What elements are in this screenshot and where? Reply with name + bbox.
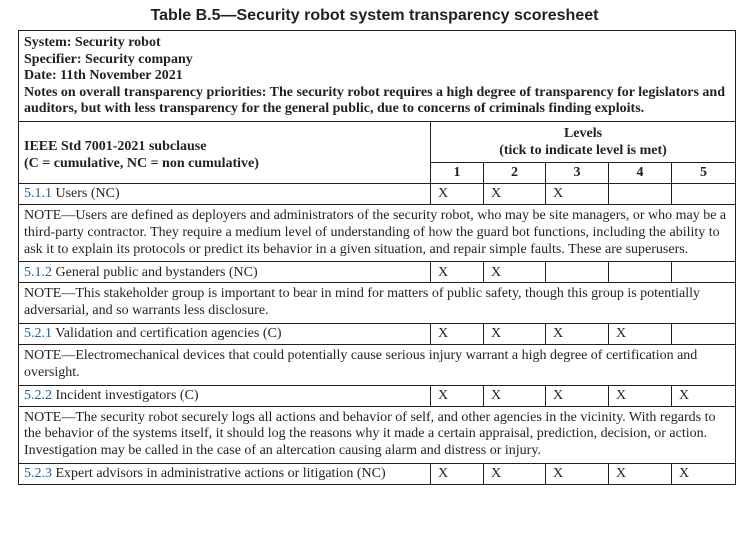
level-3-mark[interactable]: X (546, 385, 609, 406)
subclause-link[interactable]: 5.2.1 (24, 326, 52, 342)
note-row (19, 283, 736, 324)
level-4-mark[interactable] (609, 262, 672, 283)
subclause-row (19, 262, 736, 283)
note-row (19, 344, 736, 385)
level-2-mark[interactable]: X (484, 463, 546, 484)
subclause-cell (19, 385, 431, 406)
level-3-mark[interactable] (546, 262, 609, 283)
level-5-mark[interactable] (672, 323, 736, 344)
subclause-label: Expert advisors in administrative actions or litigation (NC) (52, 466, 386, 482)
level-4-mark[interactable] (609, 183, 672, 204)
clause-header-label: IEEE Std 7001-2021 subclause (24, 139, 207, 155)
note-row (19, 406, 736, 463)
level-5-mark[interactable]: X (672, 385, 736, 406)
subclause-link[interactable]: 5.1.1 (24, 186, 52, 202)
note-text: NOTE—The security robot securely logs all actions and behavior of self, and other agencies in the vicinity. With regards to the behavior of the systems itself, it should log the reasons why it made a certain appraisal, prediction, decision, or action. Investigation may be called in the case of an altercation causing alarm and distress or injury. (19, 406, 736, 463)
level-3-mark[interactable]: X (546, 463, 609, 484)
level-4-mark[interactable]: X (609, 385, 672, 406)
levels-header-cell (431, 121, 736, 162)
level-1-header: 1 (431, 162, 484, 183)
level-1-mark[interactable]: X (431, 183, 484, 204)
subclause-link[interactable]: 5.1.2 (24, 264, 52, 280)
priorities-notes: Notes on overall transparency priorities: The security robot requires a high degree of transparency for legislators and auditors, but with less transparency for the general public, due to concerns of criminals finding exploits. (24, 84, 725, 117)
level-1-mark[interactable]: X (431, 323, 484, 344)
scoresheet-table (18, 30, 736, 485)
level-1-mark[interactable]: X (431, 463, 484, 484)
level-2-mark[interactable]: X (484, 385, 546, 406)
level-5-header: 5 (672, 162, 736, 183)
subclause-cell (19, 463, 431, 484)
clause-header-sub: (C = cumulative, NC = non cumulative) (24, 156, 259, 172)
level-3-mark[interactable]: X (546, 183, 609, 204)
subclause-link[interactable]: 5.2.2 (24, 388, 52, 404)
level-3-mark[interactable]: X (546, 323, 609, 344)
level-4-mark[interactable]: X (609, 463, 672, 484)
subclause-link[interactable]: 5.2.3 (24, 466, 52, 482)
header-row (19, 121, 736, 162)
scoresheet-table-wrapper (18, 30, 735, 485)
subclause-row (19, 183, 736, 204)
level-3-header: 3 (546, 162, 609, 183)
note-row (19, 204, 736, 261)
specifier-line: Specifier: Security company (24, 51, 193, 67)
clause-header-cell (19, 121, 431, 183)
levels-header-label: Levels (563, 125, 603, 141)
subclause-cell (19, 323, 431, 344)
level-2-mark[interactable]: X (484, 183, 546, 204)
table-title: Table B.5—Security robot system transparency scoresheet (150, 7, 599, 24)
level-5-mark[interactable] (672, 262, 736, 283)
meta-cell (19, 31, 736, 122)
subclause-label: Incident investigators (C) (52, 388, 199, 404)
system-line: System: Security robot (24, 35, 161, 50)
subclause-label: Users (NC) (52, 186, 120, 202)
levels-header-sub: (tick to indicate level is met) (499, 142, 667, 158)
subclause-label: Validation and certification agencies (C) (52, 326, 282, 342)
subclause-row (19, 323, 736, 344)
note-text: NOTE—This stakeholder group is important to bear in mind for matters of public safety, though this group is potentially adversarial, and so warrants less disclosure. (19, 283, 736, 324)
level-2-mark[interactable]: X (484, 262, 546, 283)
level-4-mark[interactable]: X (609, 323, 672, 344)
date-line: Date: 11th November 2021 (24, 68, 183, 84)
subclause-row (19, 385, 736, 406)
level-5-mark[interactable]: X (672, 463, 736, 484)
level-4-header: 4 (609, 162, 672, 183)
level-1-mark[interactable]: X (431, 262, 484, 283)
subclause-cell (19, 262, 431, 283)
level-5-mark[interactable] (672, 183, 736, 204)
meta-row (19, 31, 736, 122)
level-1-mark[interactable]: X (431, 385, 484, 406)
level-2-header: 2 (484, 162, 546, 183)
level-2-mark[interactable]: X (484, 323, 546, 344)
note-text: NOTE—Users are defined as deployers and administrators of the security robot, who may be site managers, or who may be a third-party contractor. They require a medium level of understanding of how the guard bot functions, including the ability to ask it to explain its protocols or predict its behavior in a given situation, and repair simple faults. These are superusers. (19, 204, 736, 261)
subclause-cell (19, 183, 431, 204)
subclause-label: General public and bystanders (NC) (52, 264, 258, 280)
note-text: NOTE—Electromechanical devices that could potentially cause serious injury warrant a high degree of certification and oversight. (19, 344, 736, 385)
subclause-row (19, 463, 736, 484)
